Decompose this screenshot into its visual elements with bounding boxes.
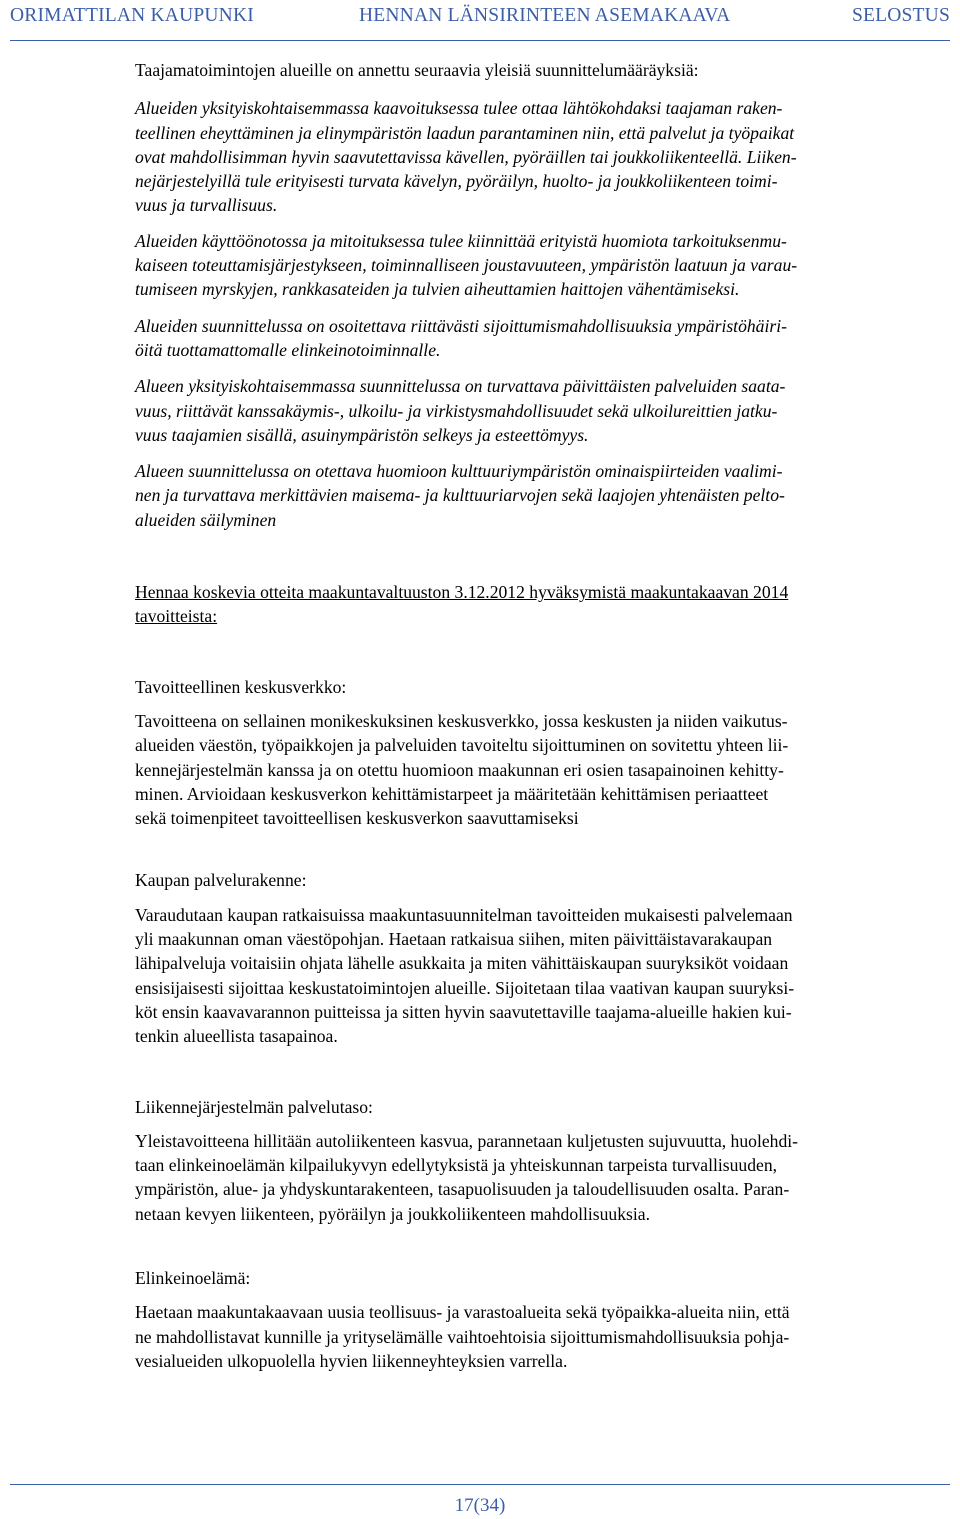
header-divider (10, 40, 950, 41)
regulation-paragraph-3: Alueiden suunnittelussa on osoitettava riittävästi sijoittumismahdollisuuksia ympäristöhäiri- öitä tuottamattomalle elinkeinotoiminnalle. (135, 315, 787, 360)
section-body-kauppa: Varaudutaan kaupan ratkaisuissa maakuntasuunnitelman tavoitteiden mukaisesti palvelemaan yli maakunnan oman väestöpohjan. Haetaan ratkaisua siihen, miten päivittäistavarakaupan lähipalveluja voitaisiin ohjata lähelle asukkaita ja miten vähittäiskaupan suuryksiköt voidaan ensisijaisesti sijoittaa keskustatoimintojen alueille. Sijoitetaan tilaa vaativan kaupan suuryksi- köt ensin kaavavarannon puitteissa ja sitten hyvin saavutettaville taajama-alueille hakien kui- tenkin alueellista tasapainoa. (135, 904, 795, 1047)
section-title-liikenne: Liikennejärjestelmän palvelutaso: (135, 1096, 373, 1117)
section-body-liikenne: Yleistavoitteena hillitään autoliikenteen kasvua, parannetaan kuljetusten sujuvuutta, huolehdi- taan elinkeinoelämän kilpailukyvyn edellytyksistä ja yhteiskunnan tarpeista turvallisuuden, ympäristön, alue- ja yhdyskuntarakenteen, tasapuolisuuden ja taloudellisuuden osalta. Paran- netaan kevyen liikenteen, pyöräilyn ja joukkoliikenteen mahdollisuuksia. (135, 1130, 798, 1224)
regulation-paragraph-2: Alueiden käyttöönotossa ja mitoituksessa tulee kiinnittää erityistä huomiota tarkoituksenmu- kaiseen toteuttamisjärjestykseen, toiminnalliseen joustavuuteen, ympäristön laatuun ja varau- tumiseen myrskyjen, rankkasateiden ja tulvien aiheuttamien haittojen vähentämiseksi. (135, 230, 798, 300)
section-body-keskusverkko: Tavoitteena on sellainen monikeskuksinen keskusverkko, jossa keskusten ja niiden vaikutus- alueiden väestön, työpaikkojen ja palveluiden tavoiteltu sijoittuminen on sovitettu yhteen lii- kennejärjestelmän kanssa ja on otettu huomioon maakunnan eri osien tasapainoinen kehitty- minen. Arvioidaan keskusverkon kehittämistarpeet ja määritetään kehittämisen periaatteet sekä toimenpiteet tavoitteellisen keskusverkon saavuttamiseksi (135, 710, 789, 829)
section-heading: Hennaa koskevia otteita maakuntavaltuuston 3.12.2012 hyväksymistä maakuntakaavan 2014 tavoitteista: (135, 582, 789, 627)
intro-paragraph: Taajamatoimintojen alueille on annettu seuraavia yleisiä suunnittelumääräyksiä: (135, 60, 699, 80)
regulation-paragraph-1: Alueiden yksityiskohtaisemmassa kaavoituksessa tulee ottaa lähtökohdaksi taajaman raken- teellinen eheyttäminen ja elinympäristön laadun parantaminen niin, että palvelut ja työpaikat ovat mahdollisimman hyvin saavutettavissa kävellen, pyöräillen tai joukkoliikenteellä. Liiken- nejärjestelyillä tule erityisesti turvata kävelyn, pyöräilyn, huolto- ja joukkoliikenteen toimi- vuus ja turvallisuus. (135, 98, 797, 216)
section-title-keskusverkko: Tavoitteellinen keskusverkko: (135, 676, 347, 697)
page-number: 17(34) (454, 1495, 506, 1516)
section-title-kauppa: Kaupan palvelurakenne: (135, 870, 307, 891)
header-document-type: SELOSTUS (851, 5, 950, 26)
header-municipality: ORIMATTILAN KAUPUNKI (10, 5, 254, 26)
page-header (10, 0, 950, 34)
regulation-paragraph-5: Alueen suunnittelussa on otettava huomioon kulttuuriympäristön ominaispiirteiden vaalimi- nen ja turvattava merkittävien maisema- ja kulttuuriarvojen sekä laajojen yhtenäisten pelto- alueiden säilyminen (135, 461, 785, 530)
regulation-paragraph-4: Alueen yksityiskohtaisemmassa suunnittelussa on turvattava päivittäisten palveluiden saata- vuus, riittävät kanssakäymis-, ulkoilu- ja virkistysmahdollisuudet sekä ulkoilureittien jatku- vuus taajamien sisällä, asuinympäristön selkeys ja esteettömyys. (135, 376, 786, 445)
footer-divider (10, 1484, 950, 1485)
section-body-elinkeino: Haetaan maakuntakaavaan uusia teollisuus- ja varastoalueita sekä työpaikka-alueita niin, että ne mahdollistavat kunnille ja yrityselämälle vaihtoehtoisia sijoittumismahdollisuuksia pohja- vesialueiden ulkopuolella hyvien liikenneyhteyksien varrella. (135, 1302, 790, 1371)
section-title-elinkeino: Elinkeinoelämä: (135, 1267, 251, 1288)
document-body (135, 58, 947, 1373)
header-plan-name: HENNAN LÄNSIRINTEEN ASEMAKAAVA (359, 5, 731, 26)
